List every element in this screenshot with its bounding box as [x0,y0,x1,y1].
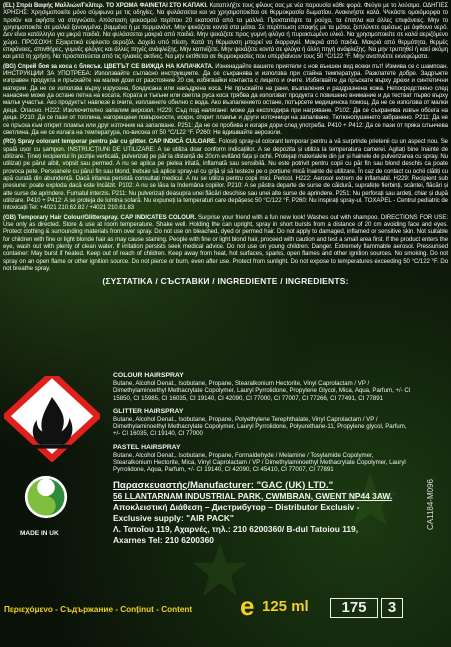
paragraph-body: Surprise your friend with a fun new look! Washes out with shampoo. DIRECTIONS FOR USE: Use only as directed. Store & use at room temperature. Shake well. Holding the can upright, spray in short bursts from a distance of 20 cm avoiding face and eyes. Protect clothing & surrounding materials from over spray. Do not use on bleached, dyed or permed hair. Do not apply to damaged, inflamed or sensitive skin. Not suitable for children with fine or light blonde hair as may cause staining. People with fine or light blond hair, proceed with caution and test a small area first. If the product enters the eye, wash out with plenty of clean water. If irritation persists seek medical advice. Do not use on young children. Danger. Extremely flammable aerosol. Pressurised container: May burst if heated. Keep out of reach of children. Keep away from heat, hot surfaces, sparks, open flames and other ignition sources. No smoking. Do not spray on an open flame or other ignition source. Do not pierce or burn, even after use. Protect from sunlight. Do not expose to temperatures exceeding 50 °C/122 °F. Do not breathe spray. [3,213,448,273]
paragraph-bg [3,63,448,136]
manufacturer-name: Παρασκευαστής/Manufacturer: "GAC (UK) LTD." [113,479,334,491]
ingredients-title: (ΣΥΣΤΑΤΙΚΑ / СЪСТАВКИ / INGREDIENTE / INGREDIENTS: [102,276,349,287]
manufacturer-block [113,480,413,546]
code-box: 175 [330,598,378,618]
paragraph-body: Καταπλήξτε τους φίλους σας με νέα παρουσία κάθε φορά. Φεύγει με το λούσιμο. ΟΔΗΓΙΕΣ ΧΡΗΣΗΣ: Χρησιμοποιείτε μόνο σύμφωνα με τις οδηγίες. Να φυλάσσεται και να χρησιμοποιείται σε θερμοκρασία δωματίου. Ανακινήστε καλά. Ψεκάστε ομοιόμορφα το προϊόν και αφήστε να στεγνώσει. Απόσταση ψεκασμού περίπου 20 εκατοστά από τα μαλλιά. Προστατέψτε τα ρούχα, τα έπιπλα και άλλες επιφάνειες. Μην το χρησιμοποιείτε σε μαλλιά ξανοιγμένα, βαμμένα ή με περμανάντ. Μην ψεκάζετε κοντά στα μάτια. Σε περίπτωση επαφής με τα μάτια, ξεπλύνετε αμέσως με άφθονο νερό. Δεν είναι κατάλληλο για μικρά παιδιά. Να φυλάσσεται μακριά από παιδιά. Μην ψεκάζετε προς γυμνή φλόγα ή πυρακτωμένο υλικό. Να χρησιμοποιείτε σε καλά αεριζόμενο χώρο. ΠΡΟΣΟΧΗ: Εξαιρετικά εύφλεκτο αεροζόλ. Δοχείο υπό πίεση. Κατά τη θέρμανση μπορεί να διαρραγεί. Μακριά από παιδιά. Μακριά από θερμότητα, θερμές επιφάνειες, σπινθήρες, γυμνές φλόγες και άλλες πηγές ανάφλεξης. Μην καπνίζετε. Μην ψεκάζετε κοντά σε φλόγα ή άλλη πηγή ανάφλεξης. Να μην τρυπηθεί ή καεί ακόμη και μετά τη χρήση. Να προστατεύεται από τις ηλιακές ακτίνες. Να μην εκτίθεται σε θερμοκρασίες που υπερβαίνουν τους 50 °C/122 °F. Μην αναπνέετε εκνεφώματα. [3,2,449,61]
paragraph-lead: (BG) Спрей боя за коса с блясък. ЦВЕТЪТ СЕ ВИЖДА НА КАПАЧКАТА. [3,62,214,70]
distributor-name: Exclusive supply: "AIR PACK" [113,512,234,523]
code-box-small: 3 [381,598,403,618]
content-strip [0,591,451,621]
hairspray-ingredients: Butane, Alcohol Denat., Isobutane, Propane, Formaldehyde / Melamine / Tosylamide Copolymer, Stearalkonium Hectorite, Mica, Vinyl Caprolactam / VP / Dimethylaminoethyl Methacrylate Copolymer, Lauryl Pyrrolidone, Aqua, Parfum, +/- CI 19140, CI 42090, CI 45410, CI 77007, CI 77891 [113,451,406,474]
hairspray-title: GLITTER HAIRSPRAY [113,407,184,415]
distributor-phone: Axarnes Tel: 210 6200360 [113,534,214,545]
paragraph-body: Изненадайте вашите приятели с нов външен вид всеки път! Измива се с шампоан. ИНСТРУКЦИИ ЗА УПОТРЕБА: Използвайте съгласно инструкциите. Да се съхранява и използва при стайна температура. Разклатете добре. Задръжте изправен продукта и пръскайте на малки дози от разстояние 20 см, избягвайки контакта с лицето и очите. Избягвайте да пръскате върху дрехи и синтетични материи. Да не се използва върху изрусена, боядисана или накъдрена коса. Не пръскайте на рани, възпаления и раздразнена кожа. Непосредствено след нанасяне може да остане петна на косата. Кората и тъкъни или светла руса коса трябва да използват продукта с повишено внимание и да тестват първо върху малък участък. Ако продуктът навлезе в очите, изплакнете обилно с вода. Ако възпалението остане, потърсете медицинска помощ. Да не се използва от малки деца. Опасно. H222: Изключително запалим аерозол. H229: Съд под налягане: може да експлодира при нагряване. P102: Да се съхранява извън обсега на деца. P210: Да се пази от топлина, нагорещени повърхности, искри, открит пламък и други източници на запалване. Тютюнопушенето забранено. P211: Да не се пръска към открит пламък или друг източник на запалване. P251: Да не се пробива и изгаря дори след употреба. P410 + P412: Да се пази от пряка слънчева светлина. Да не се излага на температура, по-висока от 50 °C/122 °F. P260: Не вдишвайте аерозоли. [3,62,448,136]
distributor-line: Αποκλειστική Διάθεση – Дистрибутор – Distributor Exclusiv - [113,501,360,512]
hairspray-title: COLOUR HAIRSPRAY [113,372,184,379]
paragraph-body: Folosiți spray-ul colorant temporar pentru a vă surprinde prietenii cu un aspect nou. Se spală ușor cu șampon. INSTRUCȚIUNI DE UTILIZARE: A se utiliza doar conform indicațiilor. A se depozita și utiliza la temperatura camerei. Agitați bine înainte de utilizare. Țineți recipientul în poziție verticală, pulverizați pe păr la distanță de 20cm evitând fața și ochii. Protejați materialele din jur și hainele de pulverizarea cu spray. Nu utilizați pe părul albit, vopsit sau permed. A nu se aplica pe pielea iritată, inflamată sau sensibilă. Nu este potrivit pentru copii cu păr fin sau blond deschis ca poate provoca pete. Persoanele cu părul fin sau blond, trebuie să aplice spray-ul cu grijă și să testeze pe o porțiune mică înainte de utilizare. În caz de contact cu ochii clătiți cu apă curată din abundență. Dacă iritarea persistă consultați medicul. A nu se utiliza pentru copii mici. Pericol. H222: Aerosol extrem de inflamabil. H229: Recipient sub presiune: poate exploda dacă este încălzit. P102: A nu se lăsa la îndemâna copiilor. P210: A se păstra departe de surse de căldură, suprafețe fierbinți, scântei, flăcări și alte surse de aprindere. Fumatul interzis. P211: Nu pulverizați deasupra unei flăcări deschise sau unei alte surse de aprindere. P251: Nu perforați sau ardeți, chiar și după utilizare. P410 + P412: A se proteja de lumina solară. Nu expuneți la temperaturi care depășesc 50 °C/122 °F. P260: Nu inspirați spray-ul. TOXAPEL - Centrul pediatric de Intoxicații Tel: +4021 210.62.82 / +4021 210.61.83 [3,138,448,212]
green-dot-recycle-icon [24,475,68,519]
paragraph-lead: (EL) Σπρέι Βαφής Μαλλιών/Γκλίτερ. ΤΟ ΧΡΩΜΑ ΦΑΙΝΕΤΑΙ ΣΤΟ ΚΑΠΑΚΙ. [3,2,208,9]
volume: 125 ml [262,598,309,615]
paragraph-el [3,2,448,61]
hairspray-title: PASTEL HAIRSPRAY [113,443,181,451]
symbols-column [4,376,102,537]
made-in-uk: MADE IN UK [20,530,59,537]
paragraph-lead: (RO) Spray colorant temporar pentru păr cu glitter. CAP INDICĂ CULOARE. [3,138,217,146]
hairspray-ingredients: Butane, Alcohol Denat., Isobutane, Propane, Stearalkonium Hectorite, Vinyl Caprolactam / VP / Dimethylaminoethyl Methacrylate Copolymer, Lauryl Pyrrolidone, Propylene Glycol, Mica, Aqua, Parfum, +/- CI 15850, CI 15985, CI 16035, CI 19140, CI 42090, CI 77000, CI 77007, CI 77266, CI 77491, CI 77891 [113,380,411,402]
paragraph-lead: (GB) Temporary Hair Colour/Glitterspray. CAP INDICATES COLOUR. [3,213,197,221]
hairspray-ingredients: Butane, Alcohol Denat., Isobutane, Propane, Polyethylene Terephthalate, Vinyl Caprolactam / VP / Dimethylaminoethyl Methacrylate Copolymer, Lauryl Pyrrolidone, Polyurethane-11, Propylene glycol, Parfum, +/- CI 16035, CI 19140, CI 77000 [113,415,407,438]
product-code: CA1184-M096 [426,479,435,530]
distributor-address: Λ. Τατοΐου 119, Αχαρνές, τηλ.: 210 6200360/ B-dul Tatoiou 119, [113,523,359,534]
paragraph-ro [3,138,448,211]
paragraph-gb [3,214,448,273]
flammable-hazard-icon [4,376,100,462]
manufacturer-address: 56 LLANTARNAM INDUSTRIAL PARK, CWMBRAN, GWENT NP44 3AW. [113,490,393,501]
ingredients-column [113,366,413,546]
content-label: Περιεχόμενο - Съдържание - Conținut - Content [4,605,193,614]
estimated-sign: e [240,591,255,621]
